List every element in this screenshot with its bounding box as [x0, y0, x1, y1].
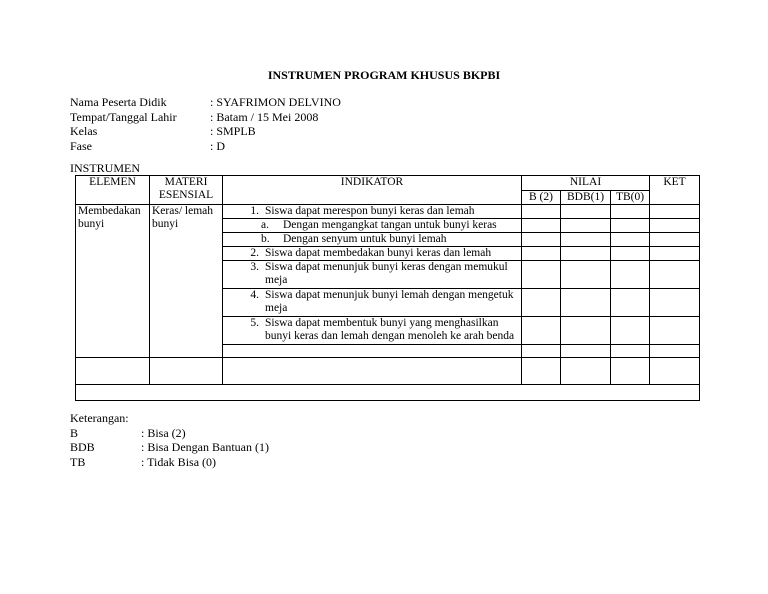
header-ket: KET: [650, 176, 700, 205]
score-b: [522, 233, 561, 247]
score-bdb: [561, 317, 611, 345]
info-label: Kelas: [70, 124, 98, 138]
ket-cell: [650, 289, 700, 317]
score-tb: [611, 317, 650, 345]
elemen-cell: Membedakan bunyi: [76, 205, 150, 358]
empty-cell: [76, 358, 150, 385]
info-row-birth: [70, 110, 341, 125]
legend-row: [70, 440, 269, 455]
score-tb: [611, 233, 650, 247]
score-tb: [611, 261, 650, 289]
keterangan-section: [70, 411, 269, 469]
indicator-text: Siswa dapat merespon bunyi keras dan lemah: [265, 205, 475, 217]
assessment-table: [75, 175, 700, 401]
score-tb: [611, 345, 650, 358]
info-label: Fase: [70, 138, 92, 153]
empty-cell: [650, 358, 700, 385]
empty-cell: [522, 358, 561, 385]
info-row-class: [70, 124, 341, 139]
score-b: [522, 205, 561, 219]
legend-desc: : Tidak Bisa (0): [141, 454, 217, 469]
ket-cell: [650, 205, 700, 219]
header-b: B (2): [522, 191, 561, 205]
ket-cell: [650, 233, 700, 247]
indicator-text: Siswa dapat menunjuk bunyi lemah dengan mengetuk meja: [265, 289, 514, 314]
indicator-row: [223, 261, 522, 289]
info-label: Tempat/Tanggal Lahir: [70, 109, 177, 124]
info-value: : SMPLB: [210, 124, 256, 138]
score-bdb: [561, 205, 611, 219]
empty-cell: [611, 358, 650, 385]
score-bdb: [561, 233, 611, 247]
header-elemen: ELEMEN: [76, 176, 150, 205]
empty-cell: [223, 358, 522, 385]
score-bdb: [561, 247, 611, 261]
legend-desc: : Bisa Dengan Bantuan (1): [141, 440, 269, 454]
instrumen-label: INSTRUMEN: [70, 161, 141, 175]
score-b: [522, 219, 561, 233]
score-bdb: [561, 289, 611, 317]
legend-row: [70, 426, 269, 441]
header-tb: TB(0): [611, 191, 650, 205]
indicator-text: Dengan mengangkat tangan untuk bunyi keras: [283, 219, 497, 231]
indicator-row: [223, 317, 522, 345]
header-indikator: INDIKATOR: [223, 176, 522, 205]
indicator-number: a.: [261, 219, 269, 231]
indicator-row: [223, 233, 522, 247]
score-bdb: [561, 345, 611, 358]
ket-cell: [650, 317, 700, 345]
indicator-text: Siswa dapat menunjuk bunyi keras dengan memukul meja: [265, 261, 508, 286]
info-value: : SYAFRIMON DELVINO: [210, 95, 341, 109]
indicator-number: 5.: [250, 317, 259, 329]
student-info: [70, 95, 341, 153]
header-nilai: NILAI: [522, 176, 650, 191]
legend-row: [70, 455, 269, 470]
score-b: [522, 345, 561, 358]
header-bdb: BDB(1): [561, 191, 611, 205]
materi-cell: Keras/ lemah bunyi: [150, 205, 223, 358]
indicator-number: 2.: [250, 247, 259, 259]
empty-cell: [150, 358, 223, 385]
indicator-row: [223, 219, 522, 233]
empty-bottom-row: [76, 385, 700, 401]
indicator-row-empty: [223, 345, 522, 358]
indicator-row: [223, 205, 522, 219]
empty-cell: [561, 358, 611, 385]
indicator-row: [223, 289, 522, 317]
info-label: Nama Peserta Didik: [70, 95, 167, 109]
info-value: : D: [210, 138, 225, 153]
indicator-row: [223, 247, 522, 261]
info-row-phase: [70, 139, 341, 154]
legend-code: BDB: [70, 440, 95, 454]
keterangan-heading: Keterangan:: [70, 411, 129, 425]
header-materi: MATERI ESENSIAL: [150, 176, 223, 205]
indicator-number: 3.: [250, 261, 259, 273]
document-title: INSTRUMEN PROGRAM KHUSUS BKPBI: [267, 68, 501, 82]
ket-cell: [650, 247, 700, 261]
score-bdb: [561, 261, 611, 289]
legend-code: TB: [70, 454, 86, 469]
info-value: : Batam / 15 Mei 2008: [210, 109, 319, 124]
ket-cell: [650, 219, 700, 233]
score-tb: [611, 205, 650, 219]
ket-cell: [650, 345, 700, 358]
score-b: [522, 247, 561, 261]
legend-desc: : Bisa (2): [141, 425, 186, 440]
score-b: [522, 317, 561, 345]
legend-code: B: [70, 425, 79, 440]
indicator-number: b.: [261, 233, 270, 245]
ket-cell: [650, 261, 700, 289]
score-b: [522, 289, 561, 317]
indicator-text: Siswa dapat membedakan bunyi keras dan lemah: [265, 247, 492, 259]
indicator-text: Siswa dapat membentuk bunyi yang menghasilkan bunyi keras dan lemah dengan menoleh ke arah benda: [265, 317, 515, 342]
info-row-name: [70, 95, 341, 110]
indicator-number: 1.: [250, 205, 259, 217]
indicator-text: Dengan senyum untuk bunyi lemah: [283, 233, 447, 245]
score-b: [522, 261, 561, 289]
indicator-number: 4.: [250, 289, 259, 301]
score-tb: [611, 289, 650, 317]
score-bdb: [561, 219, 611, 233]
score-tb: [611, 247, 650, 261]
score-tb: [611, 219, 650, 233]
